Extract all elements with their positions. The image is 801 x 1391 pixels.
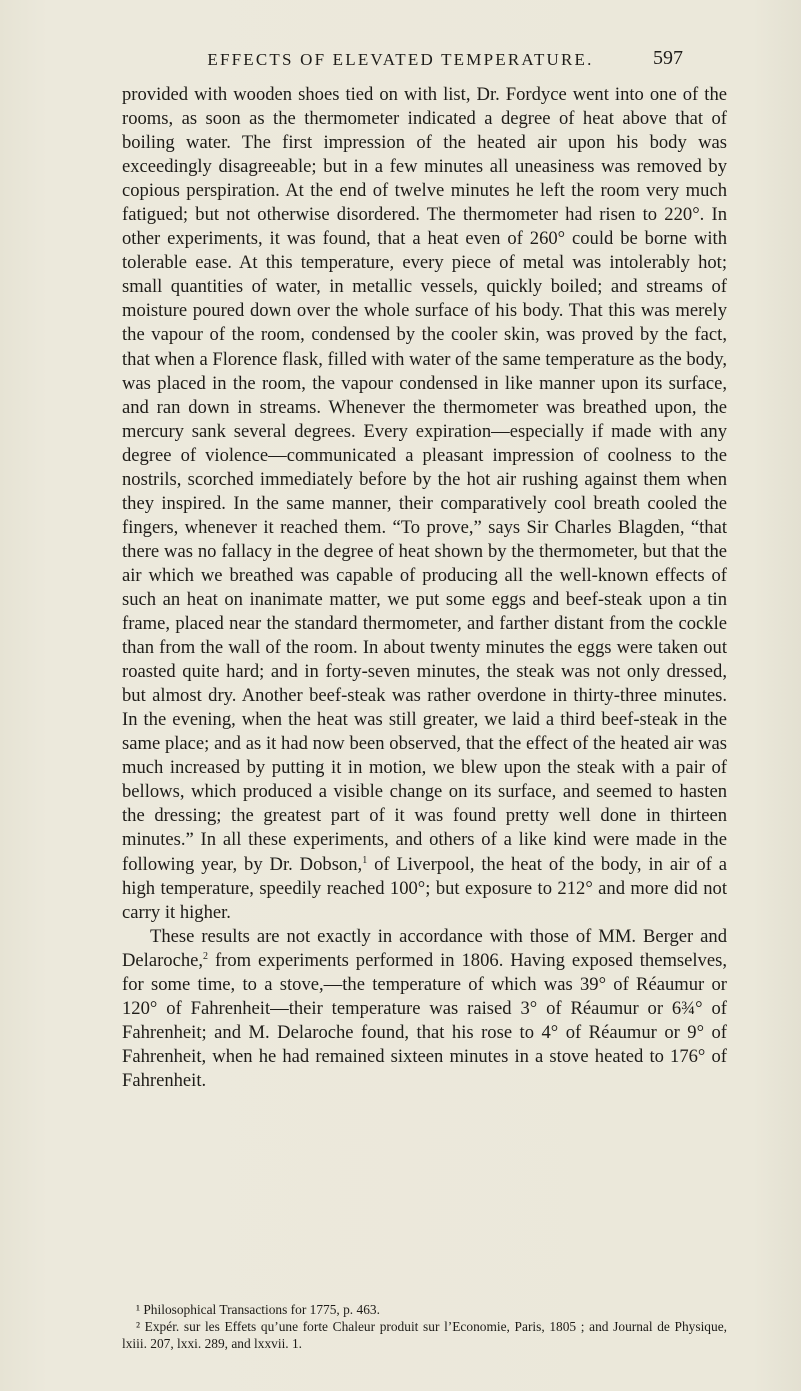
paragraph-2-text-b: from experiments performed in 1806. Having exposed themselves, for some time, to a stove,—the temperature of which was 39° of Réaumur or 120° of Fahrenheit—their temperature was raised 3° of Réaumur or 6¾° of Fahrenheit; and M. Delaroche found, that his rose to 4° of Réaumur or 9° of Fahrenheit, when he had remained sixteen minutes in a stove heated to 176° of Fahrenheit. bbox=[122, 949, 727, 1091]
running-title: EFFECTS OF ELEVATED TEMPERATURE. bbox=[207, 50, 594, 69]
paragraph-1-text-a: provided with wooden shoes tied on with list, Dr. Fordyce went into one of the rooms, as soon as the thermometer indicated a degree of heat above that of boiling water. The first impression of the heated air upon his body was exceedingly disagreeable; but in a few minutes all uneasiness was removed by copious perspiration. At the end of twelve minutes he left the room very much fatigued; but not otherwise disordered. The thermometer had risen to 220°. In other experiments, it was found, that a heat even of 260° could be borne with tolerable ease. At this temperature, every piece of metal was intolerably hot; small quantities of water, in metallic vessels, quickly boiled; and streams of moisture poured down over the whole surface of his body. That this was merely the vapour of the room, condensed by the cooler skin, was proved by the fact, that when a Florence flask, filled with water of the same temperature as the body, was placed in the room, the vapour condensed in like manner upon its surface, and ran down in streams. Whenever the thermometer was breathed upon, the mercury sank several degrees. Every expiration—especially if made with any degree of violence—communicated a pleasant impression of coolness to the nostrils, scorched immediately before by the hot air rushing against them when they inspired. In the same manner, their comparatively cool breath cooled the fingers, whenever it reached them. “To prove,” says Sir Charles Blagden, “that there was no fallacy in the degree of heat shown by the thermometer, but that the air which we breathed was capable of producing all the well-known effects of such an heat on inanimate matter, we put some eggs and beef-steak upon a tin frame, placed near the standard thermometer, and farther distant from the cockle than from the wall of the room. In about twenty minutes the eggs were taken out roasted quite hard; and in forty-seven minutes, the steak was not only dressed, but almost dry. Another beef-steak was rather overdone in thirty-three minutes. In the evening, when the heat was still greater, we laid a third beef-steak in the same place; and as it had now been observed, that the effect of the heated air was much increased by putting it in motion, we blew upon the steak with a pair of bellows, which produced a visible change on its surface, and seemed to hasten the dressing; the greatest part of it was found pretty well done in thirteen minutes.” In all these experiments, and others of a like kind were made in the following year, by Dr. Dobson, bbox=[122, 84, 727, 875]
paragraph-1-text-b: of Liverpool, the heat of the body, in air of a high temperature, speedily reached 100°; but exposure to 212° and more did not carry it higher. bbox=[122, 853, 727, 923]
body-text bbox=[122, 83, 727, 1093]
footnote-ref-2: 2 bbox=[203, 950, 209, 962]
running-head bbox=[0, 47, 801, 80]
footnote-2: ² Expér. sur les Effets qu’une forte Chaleur produit sur l’Economie, Paris, 1805 ; and Journal de Physique, lxiii. 207, lxxi. 289, and lxxvii. 1. bbox=[122, 1319, 727, 1351]
page-number: 597 bbox=[653, 47, 683, 69]
paragraph-2 bbox=[122, 925, 727, 1093]
paragraph-2-text-a: These results are not exactly in accordance with those of MM. Berger and Delaroche, bbox=[122, 925, 727, 971]
footnote-ref-1: 1 bbox=[362, 854, 368, 866]
footnote-1: ¹ Philosophical Transactions for 1775, p. 463. bbox=[136, 1302, 380, 1317]
paragraph-1 bbox=[122, 83, 727, 925]
footnotes bbox=[122, 1301, 727, 1352]
